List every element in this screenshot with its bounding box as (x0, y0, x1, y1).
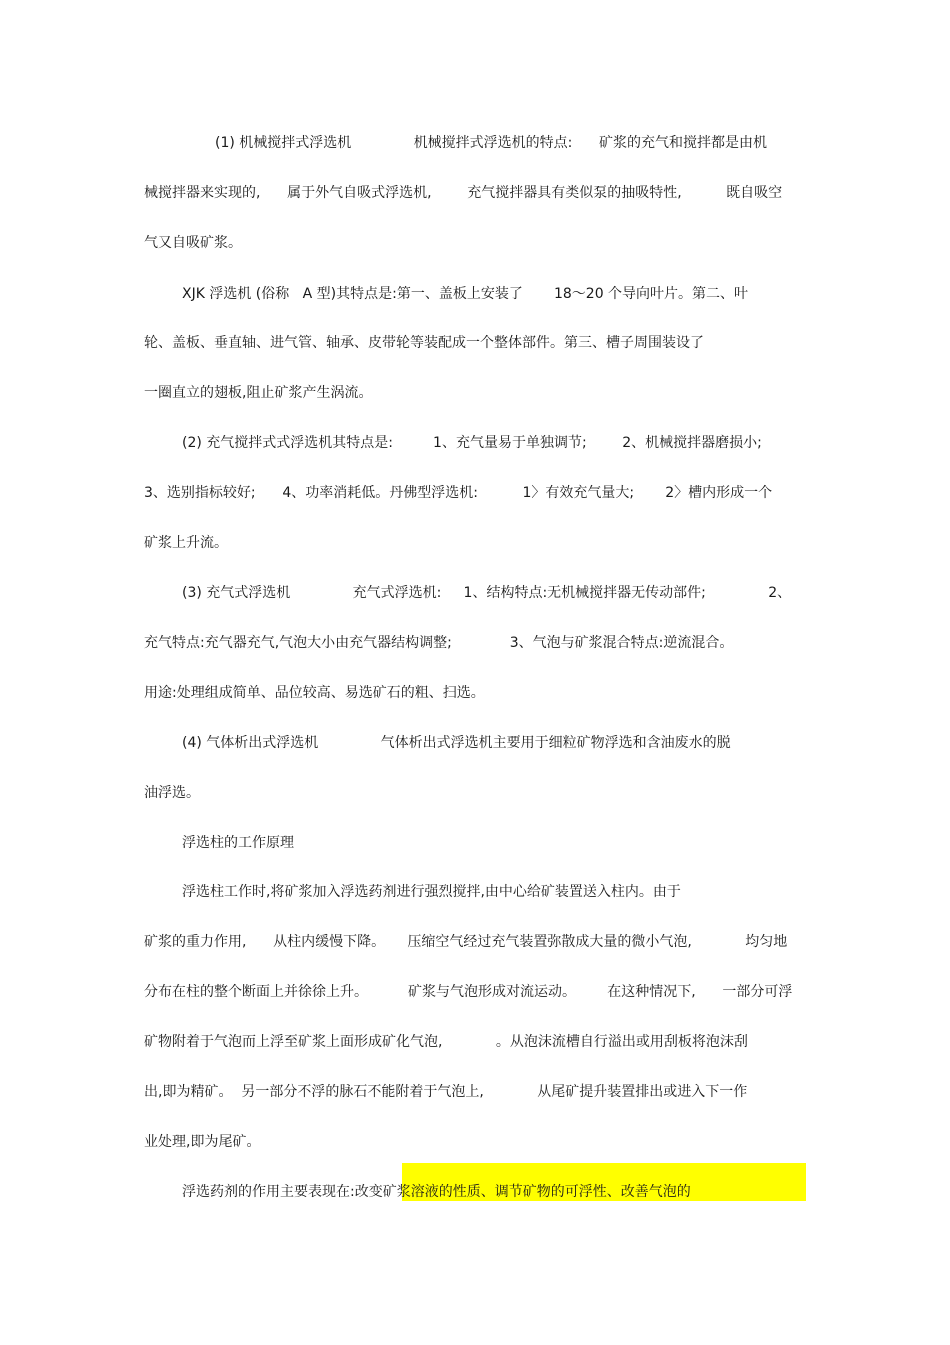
text-line: 矿浆的重力作用, 从柱内缓慢下降。 压缩空气经过充气装置弥散成大量的微小气泡, 均匀地 (144, 934, 788, 950)
text-line: 业处理,即为尾矿。 (144, 1134, 261, 1150)
section-heading: 浮选柱的工作原理 (182, 835, 294, 851)
text-line: 矿物附着于气泡而上浮至矿浆上面形成矿化气泡, 。从泡沫流槽自行溢出或用刮板将泡沫刮 (144, 1034, 748, 1050)
text-line: 充气特点:充气器充气,气泡大小由充气器结构调整; 3、气泡与矿浆混合特点:逆流混合。 (144, 635, 734, 651)
text-line: 一圈直立的翅板,阻止矿浆产生涡流。 (144, 385, 373, 401)
text-line: (4) 气体析出式浮选机 气体析出式浮选机主要用于细粒矿物浮选和含油废水的脱 (182, 735, 731, 751)
text-line: 浮选柱工作时,将矿浆加入浮选药剂进行强烈搅拌,由中心给矿装置送入柱内。由于 (182, 884, 681, 900)
text-line: (2) 充气搅拌式式浮选机其特点是: 1、充气量易于单独调节; 2、机械搅拌器磨损小; (182, 435, 762, 451)
text-line: XJK 浮选机 (俗称 A 型)其特点是:第一、盖板上安装了 18～20 个导向叶片。第二、叶 (182, 286, 749, 302)
text-line: 油浮选。 (144, 785, 200, 801)
text-line: (1) 机械搅拌式浮选机 机械搅拌式浮选机的特点: 矿浆的充气和搅拌都是由机 (215, 135, 768, 151)
text-line: 矿浆上升流。 (144, 535, 228, 551)
text-line: 浮选药剂的作用主要表现在:改变矿浆溶液的性质、调节矿物的可浮性、改善气泡的 (182, 1184, 691, 1200)
text-line: 出,即为精矿。 另一部分不浮的脉石不能附着于气泡上, 从尾矿提升装置排出或进入下一作 (144, 1084, 748, 1100)
text-line: 分布在柱的整个断面上并徐徐上升。 矿浆与气泡形成对流运动。 在这种情况下, 一部分可浮 (144, 984, 793, 1000)
text-line: 用途:处理组成简单、品位较高、易选矿石的粗、扫选。 (144, 685, 485, 701)
text-line: 气又自吸矿浆。 (144, 235, 242, 251)
text-line: 械搅拌器来实现的, 属于外气自吸式浮选机, 充气搅拌器具有类似泵的抽吸特性, 既自吸空 (144, 185, 783, 201)
text-line: 3、选别指标较好; 4、功率消耗低。丹佛型浮选机: 1〉有效充气量大; 2〉槽内形成一个 (144, 485, 773, 501)
text-line: 轮、盖板、垂直轴、进气管、轴承、皮带轮等装配成一个整体部件。第三、槽子周围装设了 (144, 335, 704, 351)
text-line: (3) 充气式浮选机 充气式浮选机: 1、结构特点:无机械搅拌器无传动部件; 2、 (182, 585, 792, 601)
